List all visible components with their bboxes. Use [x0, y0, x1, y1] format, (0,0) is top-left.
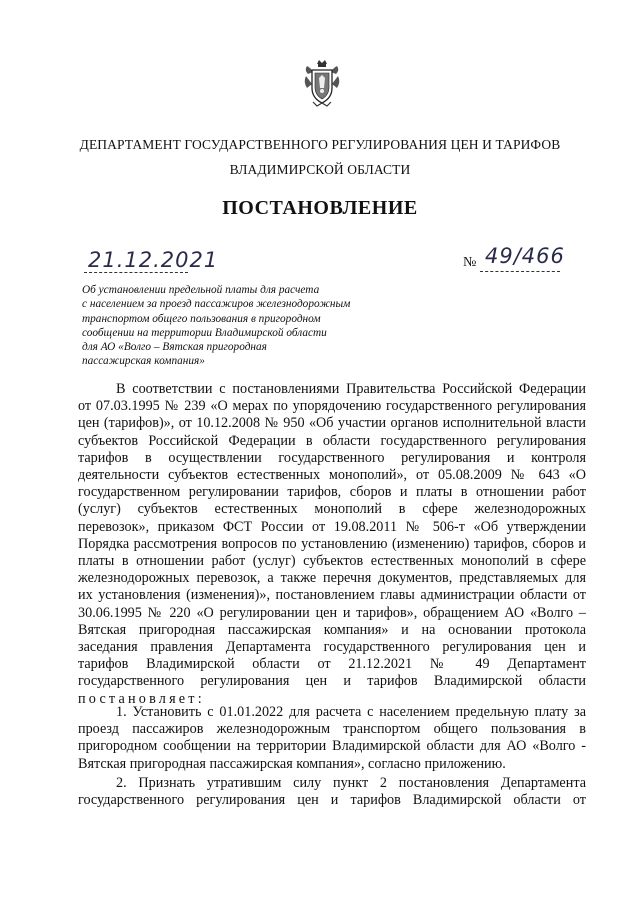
text-line: проезд пассажиров железнодорожным транспортом общего пользования в [78, 721, 586, 738]
department-name: ДЕПАРТАМЕНТ ГОСУДАРСТВЕННОГО РЕГУЛИРОВАНИЯ ЦЕН И ТАРИФОВ [79, 137, 561, 152]
text-line: Вятская пригородная пассажирская компания», согласно приложению. [78, 755, 506, 772]
document-subject [82, 283, 402, 369]
text-line: государственного регулирования цен и тарифов Владимирской области от [78, 792, 586, 809]
text-line: Вятская пригородная пассажирская компания» и на основании протокола [78, 621, 586, 638]
text-line: цен (тарифов)», от 10.12.2008 № 950 «Об участии органов исполнительной власти [78, 415, 586, 432]
text-line: 2. Признать утратившим силу пункт 2 постановления Департамента [116, 775, 586, 791]
subject-line: с населением за проезд пассажиров железнодорожным [82, 298, 351, 311]
text-line: деятельности субъектов естественных монополий», от 05.08.2009 № 643 «О [78, 467, 586, 484]
text-line: 1. Установить с 01.01.2022 для расчета с населением предельную плату за [116, 704, 586, 720]
text-line: от 07.03.1995 № 239 «О мерах по упорядочению государственного регулирования [78, 398, 586, 415]
text-line: государственном регулировании тарифов, сборов и платы в отношении работ [78, 484, 586, 501]
text-line: В соответствии с постановлениями Правительства Российской Федерации [116, 381, 586, 397]
date-underline [84, 272, 188, 273]
coat-of-arms-icon [303, 58, 341, 108]
number-underline [480, 271, 560, 272]
document-date: 21.12.2021 [88, 248, 219, 272]
text-line: (услуг) субъектов естественных монополий в сфере железнодорожных [78, 501, 586, 518]
subject-line: Об установлении предельной платы для расчета [82, 284, 320, 296]
text-line: 30.06.1995 № 220 «О регулировании цен и тарифов», обращением АО «Волго – [78, 604, 586, 621]
text-line: пригородном сообщении на территории Владимирской области для АО «Волго - [78, 738, 586, 755]
text-line: Порядка рассмотрения вопросов по установлению (изменению) тарифов, сборов и [78, 535, 586, 552]
item-2-paragraph [78, 775, 586, 809]
preamble-paragraph [78, 381, 586, 708]
number-label: № [463, 255, 477, 270]
text-line: перевозок», приказом ФСТ России от 19.08.2011 № 506-т «Об утверждении [78, 518, 586, 535]
subject-line: транспортом общего пользования в пригородном [82, 312, 321, 325]
resolves-word: постановляет: [78, 690, 205, 707]
document-number: 49/466 [485, 244, 565, 268]
text-line: платы в отношении работ (услуг) субъектов естественных монополий в сфере [78, 553, 586, 570]
text-line: тарифов Владимирской области от 21.12.2021 № 49 Департамент [78, 656, 586, 673]
region-name: ВЛАДИМИРСКОЙ ОБЛАСТИ [229, 162, 411, 177]
text-line: тарифов в осуществлении государственного регулирования и контроля [78, 449, 586, 466]
item-1-paragraph [78, 704, 586, 773]
subject-line: пассажирская компания» [82, 355, 205, 368]
text-line: железнодорожных перевозок, а также перечня документов, представляемых для [78, 570, 586, 587]
text-line: субъектов Российской Федерации в области государственного регулирования [78, 432, 586, 449]
text-line: их установления (изменения)», постановлением главы администрации области от [78, 587, 586, 604]
subject-line: сообщении на территории Владимирской области [82, 326, 327, 339]
text-line: заседания правления Департамента государственного регулирования цен и [78, 639, 586, 656]
text-line: государственного регулирования цен и тарифов Владимирской области [78, 673, 586, 690]
document-title: ПОСТАНОВЛЕНИЕ [222, 197, 418, 219]
subject-line: для АО «Волго – Вятская пригородная [82, 341, 267, 354]
